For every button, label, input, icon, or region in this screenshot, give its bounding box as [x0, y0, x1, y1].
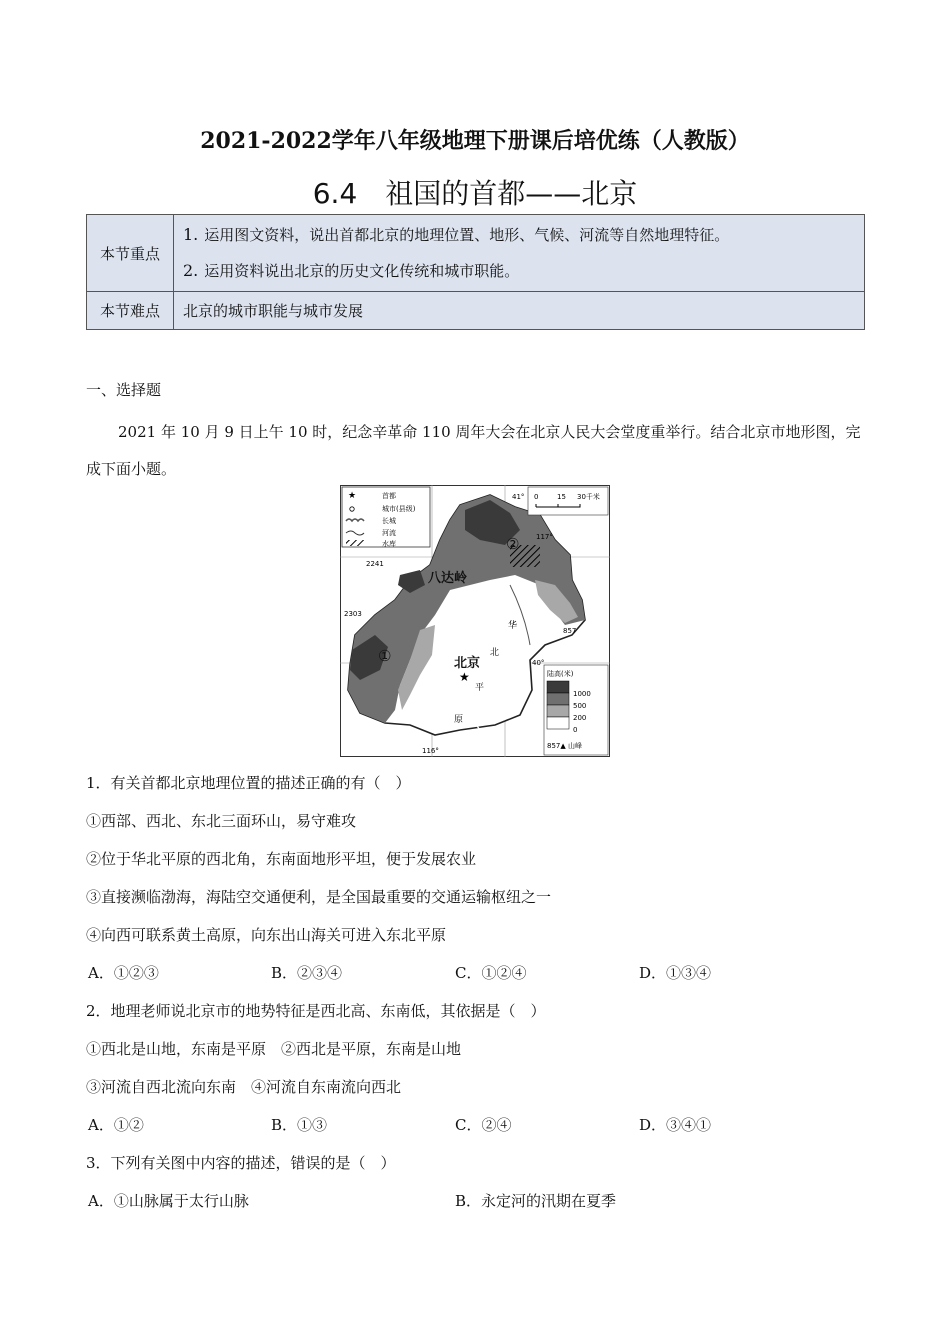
elev-swatch-high: [547, 681, 569, 693]
key-points: [174, 215, 865, 292]
plain-label-2: 北: [490, 648, 500, 658]
marker-1: ①: [378, 647, 392, 665]
q2-option-d[interactable]: D．③④①: [639, 1116, 712, 1134]
q1-option-c[interactable]: C．①②④: [455, 964, 527, 982]
plain-label-1: 华: [508, 621, 518, 631]
q2-statement-1: ①西北是山地，东南是平原 ②西北是平原，东南是山地: [86, 1040, 462, 1058]
q1-option-d[interactable]: D．①③④: [639, 964, 712, 982]
lat-41: 41°: [512, 493, 525, 501]
legend-river: 河流: [382, 529, 396, 537]
capital-star-icon: ★: [459, 670, 470, 684]
peak-2241: 2241: [366, 560, 384, 568]
peak-legend: 857▲ 山峰: [547, 742, 582, 750]
q1-statement-4: ④向西可联系黄土高原，向东出山海关可进入东北平原: [86, 926, 447, 944]
focus-table: [86, 214, 865, 330]
q3-stem: 3．下列有关图中内容的描述，错误的是（ ）: [86, 1154, 396, 1172]
key-point-2: 2. 运用资料说出北京的历史文化传统和城市职能。: [183, 261, 520, 280]
lon-117: 117°: [536, 533, 553, 541]
legend-city-icon: [350, 507, 354, 511]
q3-option-b[interactable]: B．永定河的汛期在夏季: [455, 1192, 617, 1210]
badaling-label: 八达岭: [428, 571, 468, 586]
q1-statement-1: ①西部、西北、东北三面环山，易守难攻: [86, 812, 357, 830]
beijing-label: 北京: [454, 656, 481, 671]
elev-swatch-plain: [547, 717, 569, 729]
peak-857: 857: [563, 627, 577, 635]
legend-reservoir: 水库: [382, 540, 396, 548]
lat-40: 40°: [532, 659, 545, 667]
q2-statement-2: ③河流自西北流向东南 ④河流自东南流向西北: [86, 1078, 402, 1096]
q1-option-b[interactable]: B．②③④: [271, 964, 343, 982]
plain-label-4: 原: [454, 715, 464, 725]
section-title: 一、选择题: [86, 381, 162, 399]
intro-paragraph: 2021 年 10 月 9 日上午 10 时，纪念辛革命 110 周年大会在北京人民大会堂度重举行。结合北京市地形图，完成下面小题。: [86, 423, 861, 478]
difficulty-text: 北京的城市职能与城市发展: [174, 292, 865, 330]
q3-option-a[interactable]: A．①山脉属于太行山脉: [88, 1192, 249, 1210]
lon-116: 116°: [422, 747, 439, 755]
scale-end: 30千米: [577, 493, 600, 501]
q1-stem: 1．有关首都北京地理位置的描述正确的有（ ）: [86, 774, 411, 792]
lesson-title: 6.4 祖国的首都——北京: [312, 177, 638, 210]
elev-swatch-mid: [547, 693, 569, 705]
elev-200: 200: [573, 714, 587, 722]
elev-legend-title: 陆高(米): [547, 670, 574, 678]
beijing-terrain-map: [340, 485, 610, 757]
q1-option-a[interactable]: A．①②③: [88, 964, 159, 982]
scale-mid: 15: [557, 493, 566, 501]
q1-statement-2: ②位于华北平原的西北角，东南面地形平坦，便于发展农业: [86, 850, 477, 868]
legend-wall: 长城: [382, 517, 396, 525]
q1-statement-3: ③直接濒临渤海，海陆空交通便利，是全国最重要的交通运输枢纽之一: [86, 888, 552, 906]
elev-500: 500: [573, 702, 587, 710]
scale-zero: 0: [534, 493, 539, 501]
key-points-label: 本节重点: [87, 215, 174, 292]
q2-option-c[interactable]: C．②④: [455, 1116, 512, 1134]
marker-2: ②: [506, 535, 520, 553]
legend-star-icon: ★: [348, 491, 357, 501]
plain-label-3: 平: [475, 683, 485, 693]
document-title: 2021-2022学年八年级地理下册课后培优练（人教版）: [200, 128, 750, 154]
elev-swatch-low: [547, 705, 569, 717]
elev-0: 0: [573, 726, 578, 734]
elev-1000: 1000: [573, 690, 591, 698]
legend-reservoir-icon: [346, 540, 364, 546]
legend-city: 城市(县级): [382, 505, 416, 513]
key-point-1: 1. 运用图文资料，说出首都北京的地理位置、地形、气候、河流等自然地理特征。: [183, 225, 730, 244]
peak-2303: 2303: [344, 610, 362, 618]
difficulty-label: 本节难点: [87, 292, 174, 330]
legend-capital: 首都: [382, 492, 396, 500]
q2-option-a[interactable]: A．①②: [88, 1116, 144, 1134]
q2-stem: 2．地理老师说北京市的地势特征是西北高、东南低，其依据是（ ）: [86, 1002, 546, 1020]
q2-option-b[interactable]: B．①③: [271, 1116, 328, 1134]
